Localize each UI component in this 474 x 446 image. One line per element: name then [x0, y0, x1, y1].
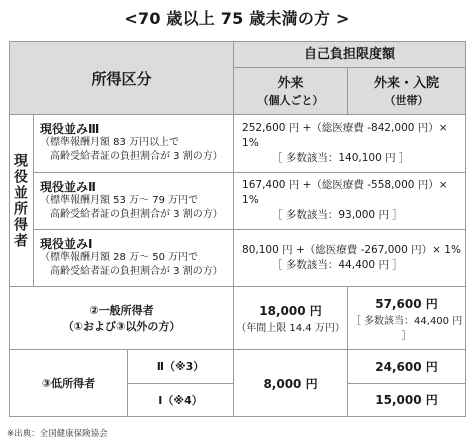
row-name: 現役並みⅠ [40, 237, 93, 252]
general-outpatient-note: （年間上限 14.4 万円） [236, 323, 345, 335]
group-label-cell [10, 115, 34, 287]
general-inpatient-note: ［ 多数該当：44,400 円 ］ [350, 315, 463, 342]
header-outpatient-sub: （個人ごと） [257, 93, 324, 107]
low-category [10, 350, 128, 417]
row-multi: ［ 多数該当：140,100 円 ］ [272, 151, 410, 164]
general-outpatient [234, 287, 348, 350]
header-inpatient [348, 68, 466, 115]
row-desc-2: 高齢受給者証の負担割合が 3 割の方） [50, 208, 223, 220]
header-outpatient-label: 外来 [277, 75, 304, 91]
row-formula: 252,600 円 +（総医療費 -842,000 円）× 1% [242, 121, 448, 149]
row-category-3 [34, 115, 234, 172]
row-formula: 167,400 円 +（総医療費 -558,000 円）× 1% [242, 179, 448, 207]
low-inpatient-1: 15,000 円 [348, 383, 466, 416]
general-inpatient-value: 57,600 円 [375, 296, 438, 311]
cost-limit-table [9, 41, 466, 417]
row-value-2 [234, 172, 466, 229]
row-value-1 [234, 229, 466, 286]
row-formula: 80,100 円 +（総医療費 -267,000 円）× 1% [242, 244, 461, 257]
header-inpatient-label: 外来・入院 [374, 75, 440, 91]
low-inpatient-2: 24,600 円 [348, 350, 466, 383]
row-value-3 [234, 115, 466, 172]
low-label: ③低所得者 [41, 377, 96, 391]
low-outpatient: 8,000 円 [234, 350, 348, 417]
source-note: ※出典：全国健康保険協会 [7, 429, 108, 439]
low-sub-1: Ⅰ（※4） [128, 383, 234, 416]
header-outpatient [234, 68, 348, 115]
row-name: 現役並みⅢ [40, 122, 100, 137]
row-desc-2: 高齢受給者証の負担割合が 3 割の方） [50, 266, 223, 278]
page-title: <70 歳以上 75 歳未満の方 > [124, 9, 350, 28]
general-category [10, 287, 234, 350]
row-multi: ［ 多数該当：44,400 円 ］ [272, 259, 403, 272]
row-name: 現役並みⅡ [40, 179, 96, 194]
header-limit: 自己負担限度額 [234, 42, 466, 68]
row-category-1 [34, 229, 234, 286]
header-inpatient-sub: （世帯） [384, 93, 429, 107]
row-multi: ［ 多数該当：93,000 円 ］ [272, 209, 403, 222]
general-outpatient-value: 18,000 円 [259, 304, 322, 319]
row-desc-1: （標準報酬月額 28 万～ 50 万円で [40, 252, 199, 264]
general-label-2: （①および③以外の方） [62, 320, 181, 334]
low-sub-2: Ⅱ（※3） [128, 350, 234, 383]
row-desc-2: 高齢受給者証の負担割合が 3 割の方） [50, 151, 223, 163]
group-label: 現役並所得者 [12, 152, 28, 249]
row-desc-1: （標準報酬月額 53 万～ 79 万円で [40, 194, 199, 206]
header-category: 所得区分 [10, 42, 234, 115]
general-inpatient [348, 287, 466, 350]
general-label-1: ②一般所得者 [89, 304, 154, 318]
row-category-2 [34, 172, 234, 229]
row-desc-1: （標準報酬月額 83 万円以上で [40, 137, 180, 149]
